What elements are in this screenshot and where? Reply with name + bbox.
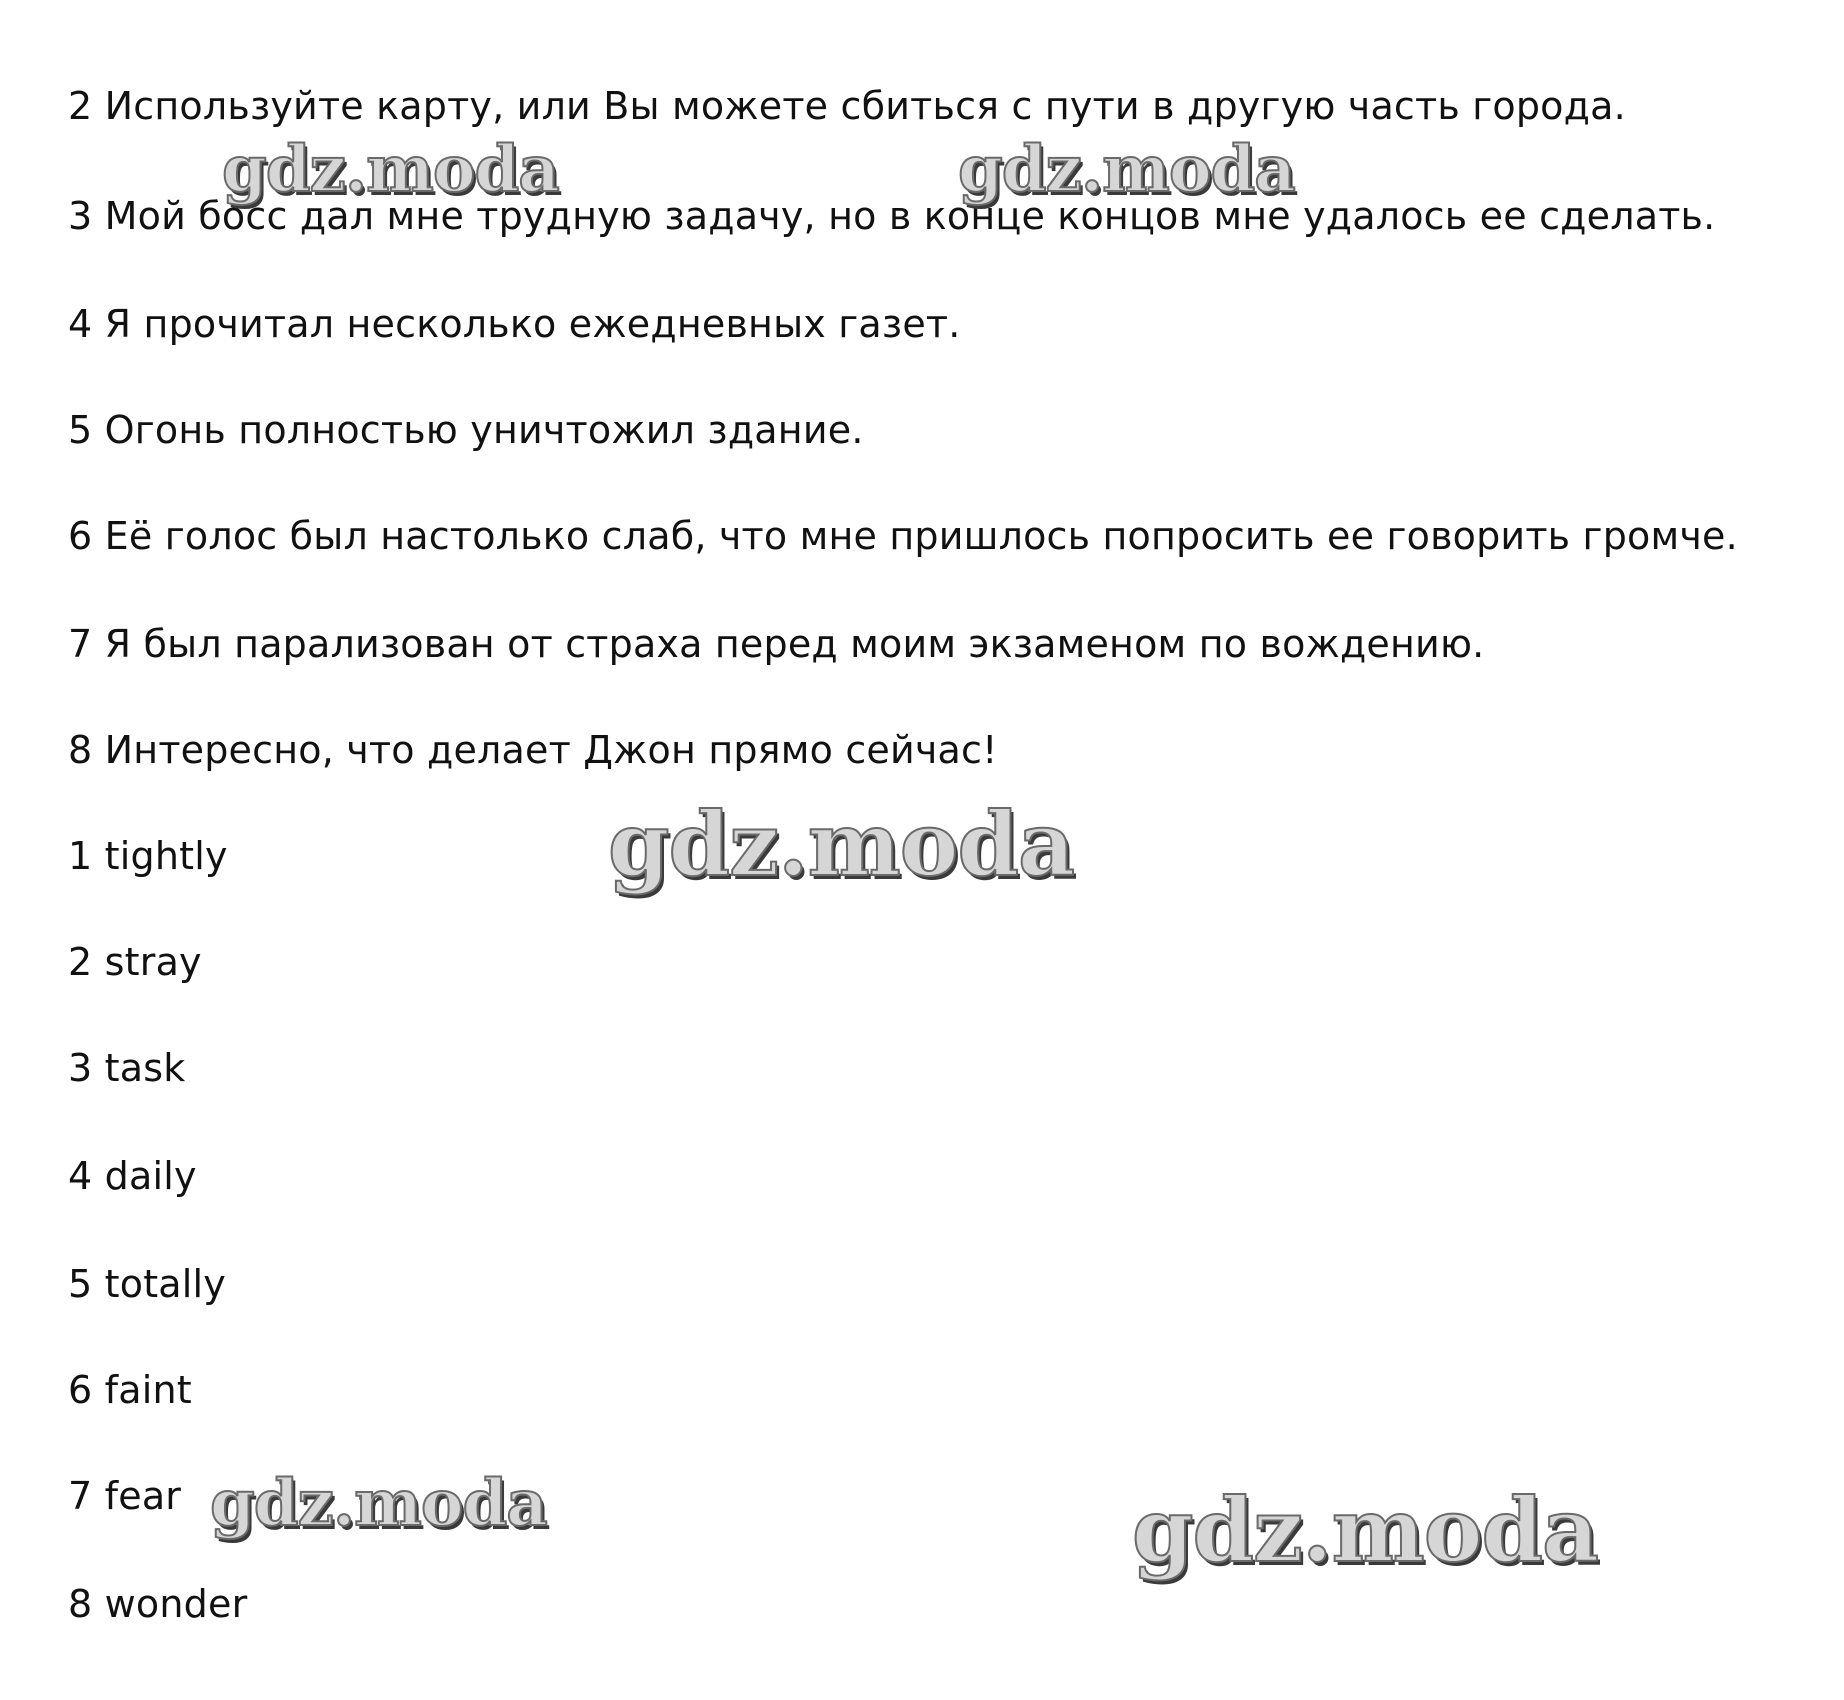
translation-line: 8 Интересно, что делает Джон прямо сейчас! [68, 728, 998, 772]
answer-line: 2 stray [68, 940, 202, 984]
answer-line: 7 fear [68, 1474, 182, 1518]
translation-line: 6 Её голос был настолько слаб, что мне пришлось попросить ее говорить громче. [68, 514, 1738, 558]
answer-line: 6 faint [68, 1368, 192, 1412]
translation-line: 4 Я прочитал несколько ежедневных газет. [68, 302, 961, 346]
watermark: gdz.moda [608, 792, 1075, 896]
watermark: gdz.moda [222, 132, 559, 207]
translation-line: 3 Мой босс дал мне трудную задачу, но в конце концов мне удалось ее сделать. [68, 194, 1716, 238]
translation-line: 2 Используйте карту, или Вы можете сбиться с пути в другую часть города. [68, 84, 1626, 128]
answer-line: 5 totally [68, 1262, 226, 1306]
translation-line: 5 Огонь полностью уничтожил здание. [68, 408, 864, 452]
watermark: gdz.moda [958, 132, 1295, 207]
watermark: gdz.moda [210, 1466, 547, 1541]
watermark: gdz.moda [1132, 1478, 1599, 1582]
answer-line: 3 task [68, 1046, 186, 1090]
answer-line: 1 tightly [68, 834, 228, 878]
answer-line: 8 wonder [68, 1582, 248, 1626]
answer-line: 4 daily [68, 1154, 197, 1198]
translation-line: 7 Я был парализован от страха перед моим экзаменом по вождению. [68, 622, 1485, 666]
